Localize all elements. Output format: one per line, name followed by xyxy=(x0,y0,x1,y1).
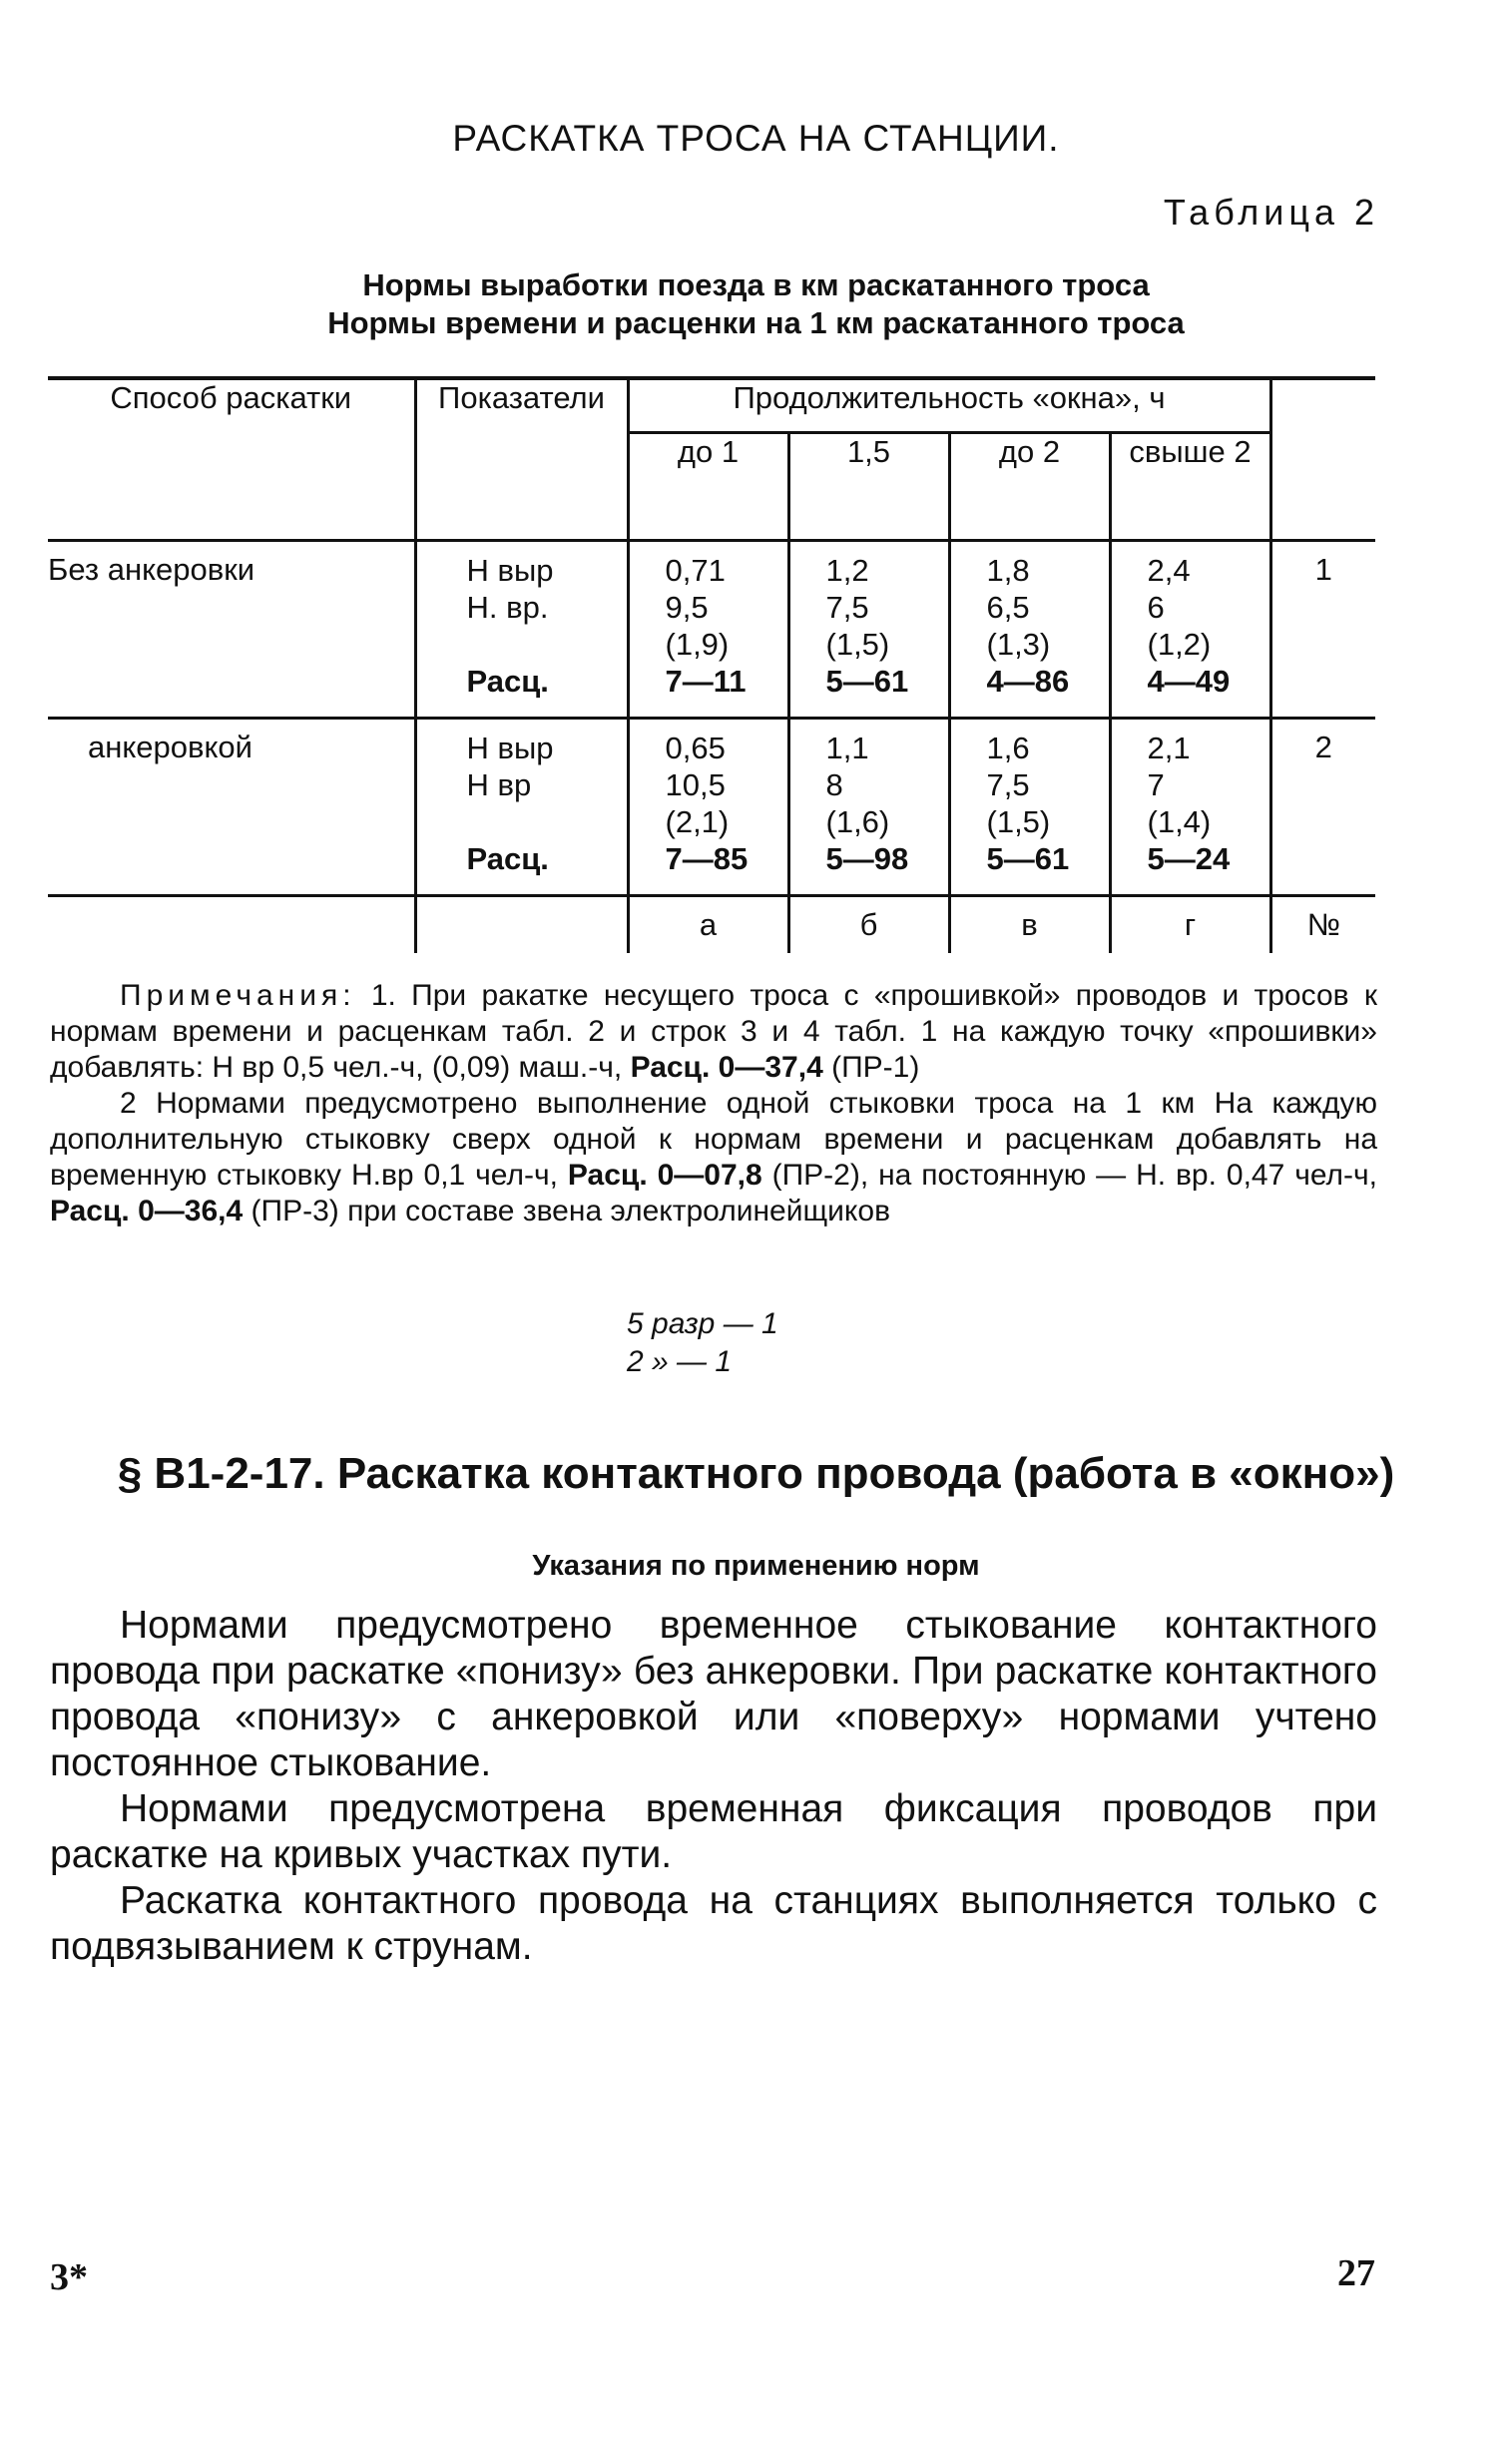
value-cell: 1,6 7,5 (1,5) 5—61 xyxy=(949,718,1110,895)
page-header: РАСКАТКА ТРОСА НА СТАНЦИИ. xyxy=(452,118,1060,159)
header-indicators: Показатели xyxy=(415,378,628,540)
header-duration-col: до 1 xyxy=(628,432,788,540)
page-number: 27 xyxy=(1337,2252,1375,2294)
column-letter: б xyxy=(788,895,949,953)
note-1-end: (ПР-1) xyxy=(831,1051,920,1084)
crew-line-1: 5 разр — 1 xyxy=(627,1307,778,1340)
crew-line-2: 2 » — 1 xyxy=(627,1345,733,1378)
note-2-text-b: (ПР-2), на постоянную — Н. вр. 0,47 чел-ч, xyxy=(771,1159,1377,1192)
notes-label: Примечания: xyxy=(120,979,356,1012)
note-1-rate: Расц. 0—37,4 xyxy=(630,1051,823,1084)
row-method: анкеровкой xyxy=(48,718,415,895)
table-subtitle-2: Нормы времени и расценки на 1 км раскатанного троса xyxy=(327,305,1185,340)
section-title: § В1-2-17. Раскатка контактного провода (работа в «окно») xyxy=(117,1449,1395,1498)
table-label: Таблица 2 xyxy=(1163,192,1379,233)
table-row xyxy=(48,540,1375,718)
value-cell: 2,4 6 (1,2) 4—49 xyxy=(1110,540,1270,718)
column-letter: а xyxy=(628,895,788,953)
value-cell: 1,1 8 (1,6) 5—98 xyxy=(788,718,949,895)
note-2-text: 2 Нормами предусмотрено выполнение одной стыковки троса на 1 км На каждую дополнительную стыковку сверх одной к нормам времени и расценкам добавлять на временную стыковку Н.вр 0,1 чел-ч, xyxy=(50,1087,1377,1192)
instructions-title: Указания по применению норм xyxy=(532,1550,980,1582)
value-cell: 0,65 10,5 (2,1) 7—85 xyxy=(628,718,788,895)
paragraph: Нормами предусмотрено временное стыкование контактного провода при раскатке «понизу» без анкеровки. При раскатке контактного провода «понизу» с анкеровкой или «поверху» нормами учтено постоянное стыкование. xyxy=(50,1604,1377,1784)
value-cell: 0,71 9,5 (1,9) 7—11 xyxy=(628,540,788,718)
row-method: Без анкеровки xyxy=(48,540,415,718)
row-indicators: Н выр Н. вр. Расц. xyxy=(415,540,628,718)
table-row xyxy=(48,718,1375,895)
row-number: 2 xyxy=(1270,718,1375,895)
value-cell: 1,8 6,5 (1,3) 4—86 xyxy=(949,540,1110,718)
norms-table xyxy=(48,376,1375,953)
signature-mark: 3* xyxy=(50,2256,88,2298)
value-cell: 1,2 7,5 (1,5) 5—61 xyxy=(788,540,949,718)
body-text xyxy=(50,1603,1377,1970)
table-footer-row xyxy=(48,895,1375,953)
table-subtitle-1: Нормы выработки поезда в км раскатанного троса xyxy=(362,267,1150,302)
header-num-blank xyxy=(1270,378,1375,540)
header-duration-col: до 2 xyxy=(949,432,1110,540)
paragraph: Раскатка контактного провода на станциях выполняется только с подвязыванием к струнам. xyxy=(50,1879,1377,1968)
header-method: Способ раскатки xyxy=(48,378,415,540)
row-indicators: Н выр Н вр Расц. xyxy=(415,718,628,895)
paragraph: Нормами предусмотрена временная фиксация проводов при раскатке на кривых участках пути. xyxy=(50,1787,1377,1876)
column-letter: в xyxy=(949,895,1110,953)
column-number-label: № xyxy=(1270,895,1375,953)
row-number: 1 xyxy=(1270,540,1375,718)
header-duration: Продолжительность «окна», ч xyxy=(628,378,1270,432)
note-2-text-c: (ПР-3) при составе звена электролинейщиков xyxy=(251,1195,891,1228)
value-cell: 2,1 7 (1,4) 5—24 xyxy=(1110,718,1270,895)
note-2-rate-2: Расц. 0—36,4 xyxy=(50,1195,244,1228)
notes-block xyxy=(50,978,1377,1229)
header-duration-col: 1,5 xyxy=(788,432,949,540)
column-letter: г xyxy=(1110,895,1270,953)
header-duration-col: свыше 2 xyxy=(1110,432,1270,540)
note-2-rate-1: Расц. 0—07,8 xyxy=(567,1159,762,1192)
note-1-text: 1. При ракатке несущего троса с «прошивкой» проводов и тросов к нормам времени и расценкам табл. 2 и строк 3 и 4 табл. 1 на каждую точку «прошивки» добавлять: Н вр 0,5 чел.-ч, (0,09) маш.-ч, xyxy=(50,979,1377,1084)
